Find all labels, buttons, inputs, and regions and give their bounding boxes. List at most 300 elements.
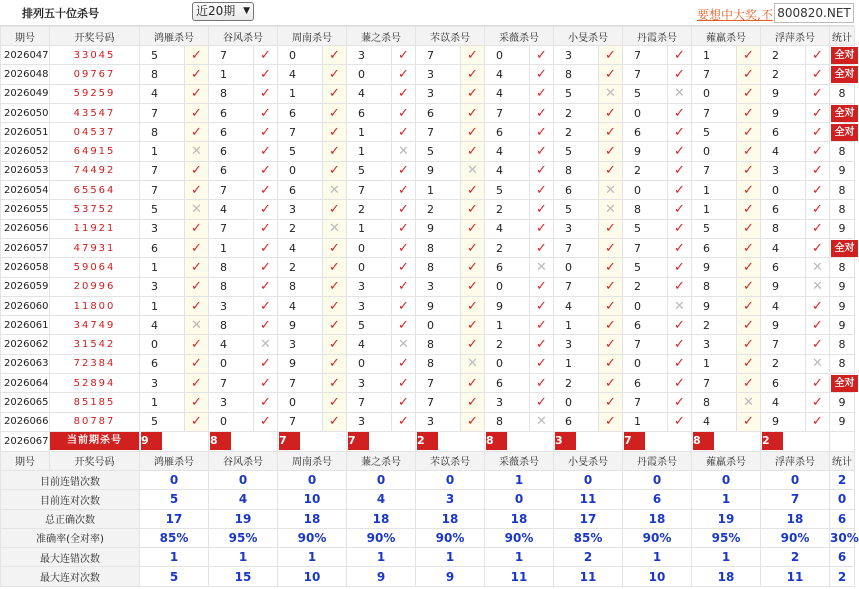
issue-number: 2026066 — [1, 412, 50, 431]
check-icon: ✓ — [599, 46, 623, 65]
kill-number: 3 — [554, 46, 599, 65]
check-icon: ✓ — [254, 123, 278, 142]
kill-number: 3 — [554, 335, 599, 354]
stats-value: 18 — [278, 509, 347, 528]
check-icon: ✓ — [599, 238, 623, 257]
check-icon: ✓ — [599, 393, 623, 412]
kill-number: 4 — [761, 238, 806, 257]
check-icon: ✓ — [323, 393, 347, 412]
check-icon: ✓ — [530, 123, 554, 142]
stats-value: 18 — [761, 509, 830, 528]
stats-value: 90% — [623, 528, 692, 547]
kill-number: 3 — [347, 412, 392, 431]
kill-number: 9 — [278, 354, 323, 373]
check-icon: ✓ — [806, 219, 830, 238]
all-correct-badge: 全对 — [831, 105, 858, 122]
current-kill-number: 7 — [279, 432, 300, 450]
kill-number: 2 — [761, 354, 806, 373]
kill-number: 8 — [761, 219, 806, 238]
issue-number: 2026050 — [1, 103, 50, 122]
stats-value: 90% — [485, 528, 554, 547]
draw-number: 43547 — [50, 103, 140, 122]
kill-number: 8 — [140, 65, 185, 84]
kill-number: 8 — [209, 277, 254, 296]
kill-number-table — [0, 26, 859, 587]
check-icon: ✓ — [323, 277, 347, 296]
stats-row — [1, 548, 855, 567]
kill-number: 5 — [554, 142, 599, 161]
check-icon: ✓ — [668, 374, 692, 393]
stats-value: 0 — [623, 470, 692, 489]
current-kill-cell — [416, 431, 485, 451]
check-icon: ✓ — [668, 103, 692, 122]
kill-number: 7 — [140, 103, 185, 122]
check-icon: ✓ — [254, 181, 278, 200]
check-icon: ✓ — [599, 219, 623, 238]
kill-number: 2 — [347, 200, 392, 219]
stats-value: 10 — [623, 567, 692, 586]
cross-icon: ✕ — [392, 142, 416, 161]
check-icon: ✓ — [461, 142, 485, 161]
check-icon: ✓ — [323, 123, 347, 142]
stats-value: 11 — [485, 567, 554, 586]
draw-number: 64915 — [50, 142, 140, 161]
check-icon: ✓ — [599, 258, 623, 277]
check-icon: ✓ — [392, 296, 416, 315]
kill-number: 9 — [416, 161, 461, 180]
kill-number: 6 — [485, 123, 530, 142]
kill-number: 1 — [692, 46, 737, 65]
kill-number: 7 — [209, 46, 254, 65]
kill-number: 9 — [278, 316, 323, 335]
check-icon: ✓ — [806, 65, 830, 84]
kill-number: 8 — [692, 277, 737, 296]
kill-number: 2 — [278, 219, 323, 238]
issue-number: 2026056 — [1, 219, 50, 238]
kill-number: 6 — [485, 258, 530, 277]
stats-value: 0 — [416, 470, 485, 489]
current-kill-number: 2 — [762, 432, 783, 450]
draw-number: 34749 — [50, 316, 140, 335]
promo-link[interactable]: 要想中大奖,不 — [697, 8, 773, 22]
check-icon: ✓ — [737, 46, 761, 65]
check-icon: ✓ — [185, 412, 209, 431]
check-icon: ✓ — [392, 316, 416, 335]
check-icon: ✓ — [323, 161, 347, 180]
check-icon: ✓ — [737, 277, 761, 296]
kill-number: 2 — [416, 200, 461, 219]
check-icon: ✓ — [323, 103, 347, 122]
check-icon: ✓ — [668, 277, 692, 296]
issue-number: 2026060 — [1, 296, 50, 315]
draw-number: 20996 — [50, 277, 140, 296]
current-kill-cell — [623, 431, 692, 451]
cross-icon: ✕ — [530, 412, 554, 431]
check-icon: ✓ — [323, 46, 347, 65]
stats-value: 90% — [761, 528, 830, 547]
current-kill-number: 3 — [555, 432, 576, 450]
check-icon: ✓ — [530, 142, 554, 161]
kill-number: 0 — [623, 181, 668, 200]
check-icon: ✓ — [461, 200, 485, 219]
table-row — [1, 200, 855, 219]
check-icon: ✓ — [806, 393, 830, 412]
check-icon: ✓ — [323, 374, 347, 393]
draw-number: 72384 — [50, 354, 140, 373]
kill-number: 4 — [209, 200, 254, 219]
current-kill-cell — [140, 431, 209, 451]
kill-number: 8 — [209, 316, 254, 335]
kill-number: 0 — [209, 412, 254, 431]
kill-number: 9 — [416, 296, 461, 315]
stats-value: 6 — [830, 509, 855, 528]
check-icon: ✓ — [806, 181, 830, 200]
check-icon: ✓ — [461, 296, 485, 315]
column-header: 谷风杀号 — [209, 451, 278, 470]
kill-number: 9 — [692, 258, 737, 277]
check-icon: ✓ — [254, 277, 278, 296]
stat-cell: 8 — [830, 335, 855, 354]
draw-number: 04537 — [50, 123, 140, 142]
column-header: 采薇杀号 — [485, 451, 554, 470]
check-icon: ✓ — [530, 46, 554, 65]
check-icon: ✓ — [668, 238, 692, 257]
stats-value: 7 — [761, 490, 830, 509]
current-kill-cell — [278, 431, 347, 451]
check-icon: ✓ — [668, 393, 692, 412]
current-kill-cell — [485, 431, 554, 451]
kill-number: 3 — [485, 393, 530, 412]
check-icon: ✓ — [806, 84, 830, 103]
kill-number: 0 — [692, 84, 737, 103]
kill-number: 3 — [209, 296, 254, 315]
table-row — [1, 296, 855, 315]
check-icon: ✓ — [392, 238, 416, 257]
check-icon: ✓ — [185, 296, 209, 315]
stat-cell: 8 — [830, 142, 855, 161]
kill-number: 0 — [554, 258, 599, 277]
stat-cell — [830, 65, 855, 84]
page-title: 排列五十位杀号 — [22, 7, 99, 20]
check-icon: ✓ — [392, 123, 416, 142]
check-icon: ✓ — [254, 46, 278, 65]
kill-number: 0 — [485, 354, 530, 373]
cross-icon: ✕ — [599, 181, 623, 200]
kill-number: 8 — [692, 393, 737, 412]
check-icon: ✓ — [461, 238, 485, 257]
stats-value: 0 — [209, 470, 278, 489]
table-row — [1, 84, 855, 103]
kill-number: 3 — [347, 296, 392, 315]
kill-number: 7 — [209, 181, 254, 200]
kill-number: 6 — [554, 412, 599, 431]
all-correct-badge: 全对 — [831, 124, 858, 141]
check-icon: ✓ — [806, 374, 830, 393]
issue-number: 2026049 — [1, 84, 50, 103]
stats-value: 1 — [692, 490, 761, 509]
kill-number: 1 — [416, 181, 461, 200]
table-row — [1, 316, 855, 335]
check-icon: ✓ — [599, 277, 623, 296]
kill-number: 5 — [554, 84, 599, 103]
stats-value: 1 — [623, 548, 692, 567]
stats-value: 18 — [485, 509, 554, 528]
kill-number: 9 — [761, 84, 806, 103]
check-icon: ✓ — [668, 412, 692, 431]
check-icon: ✓ — [599, 316, 623, 335]
table-row — [1, 354, 855, 373]
stats-value: 90% — [416, 528, 485, 547]
check-icon: ✓ — [392, 181, 416, 200]
check-icon: ✓ — [737, 335, 761, 354]
check-icon: ✓ — [392, 354, 416, 373]
kill-number: 7 — [278, 412, 323, 431]
cross-icon: ✕ — [599, 84, 623, 103]
kill-number: 7 — [692, 103, 737, 122]
kill-number: 3 — [140, 219, 185, 238]
kill-number: 6 — [623, 123, 668, 142]
stats-row — [1, 567, 855, 586]
all-correct-badge: 全对 — [831, 240, 858, 257]
column-header: 周南杀号 — [278, 451, 347, 470]
check-icon: ✓ — [254, 161, 278, 180]
stats-value: 4 — [209, 490, 278, 509]
kill-number: 9 — [485, 296, 530, 315]
check-icon: ✓ — [599, 123, 623, 142]
kill-number: 3 — [140, 277, 185, 296]
check-icon: ✓ — [737, 258, 761, 277]
kill-number: 4 — [278, 65, 323, 84]
check-icon: ✓ — [737, 200, 761, 219]
check-icon: ✓ — [599, 65, 623, 84]
kill-number: 3 — [347, 277, 392, 296]
kill-number: 0 — [347, 238, 392, 257]
kill-number: 1 — [692, 200, 737, 219]
table-row — [1, 123, 855, 142]
kill-number: 5 — [692, 219, 737, 238]
current-kill-number: 8 — [693, 432, 714, 450]
check-icon: ✓ — [254, 84, 278, 103]
check-icon: ✓ — [668, 316, 692, 335]
kill-number: 6 — [761, 200, 806, 219]
kill-number: 1 — [485, 316, 530, 335]
kill-number: 3 — [692, 335, 737, 354]
check-icon: ✓ — [530, 316, 554, 335]
kill-number: 2 — [278, 258, 323, 277]
current-period-label: 当前期杀号 — [50, 432, 139, 450]
check-icon: ✓ — [392, 277, 416, 296]
kill-number: 3 — [761, 161, 806, 180]
kill-number: 6 — [209, 103, 254, 122]
check-icon: ✓ — [668, 123, 692, 142]
stats-value: 2 — [554, 548, 623, 567]
kill-number: 5 — [623, 84, 668, 103]
check-icon: ✓ — [737, 161, 761, 180]
check-icon: ✓ — [185, 161, 209, 180]
stats-label: 最大连错次数 — [1, 548, 140, 567]
kill-number: 6 — [140, 238, 185, 257]
all-correct-badge: 全对 — [831, 375, 858, 392]
stat-cell: 9 — [830, 316, 855, 335]
kill-number: 7 — [347, 181, 392, 200]
check-icon: ✓ — [737, 123, 761, 142]
stat-cell — [830, 431, 855, 451]
kill-number: 0 — [347, 258, 392, 277]
stats-label: 准确率(全对率) — [1, 528, 140, 547]
check-icon: ✓ — [530, 374, 554, 393]
cross-icon: ✕ — [392, 335, 416, 354]
kill-number: 7 — [278, 123, 323, 142]
cross-icon: ✕ — [185, 142, 209, 161]
stats-value: 2 — [830, 470, 855, 489]
kill-number: 0 — [209, 354, 254, 373]
stat-cell: 8 — [830, 84, 855, 103]
kill-number: 8 — [209, 258, 254, 277]
kill-number: 1 — [140, 258, 185, 277]
kill-number: 0 — [416, 316, 461, 335]
current-period-row — [1, 431, 855, 451]
stats-value: 17 — [140, 509, 209, 528]
stats-value: 95% — [692, 528, 761, 547]
stats-header — [1, 451, 855, 470]
check-icon: ✓ — [461, 103, 485, 122]
kill-number: 9 — [692, 296, 737, 315]
kill-number: 4 — [140, 316, 185, 335]
check-icon: ✓ — [323, 142, 347, 161]
issue-number: 2026062 — [1, 335, 50, 354]
kill-number: 2 — [692, 316, 737, 335]
kill-number: 1 — [140, 142, 185, 161]
check-icon: ✓ — [806, 200, 830, 219]
check-icon: ✓ — [254, 296, 278, 315]
check-icon: ✓ — [530, 335, 554, 354]
kill-number: 6 — [416, 103, 461, 122]
kill-number: 2 — [554, 103, 599, 122]
stats-value: 85% — [554, 528, 623, 547]
stats-value: 2 — [830, 567, 855, 586]
draw-number: 31542 — [50, 335, 140, 354]
stats-value: 0 — [554, 470, 623, 489]
chevron-down-icon: ▼ — [243, 6, 250, 16]
check-icon: ✓ — [668, 200, 692, 219]
column-header: 浮萍杀号 — [761, 27, 830, 46]
column-header: 丹霞杀号 — [623, 451, 692, 470]
draw-number: 52894 — [50, 374, 140, 393]
kill-number: 2 — [623, 161, 668, 180]
issue-number: 2026048 — [1, 65, 50, 84]
check-icon: ✓ — [737, 65, 761, 84]
period-select[interactable] — [192, 2, 254, 21]
stats-value: 0 — [278, 470, 347, 489]
kill-number: 4 — [761, 296, 806, 315]
check-icon: ✓ — [323, 354, 347, 373]
stat-cell: 8 — [830, 200, 855, 219]
stat-cell: 9 — [830, 393, 855, 412]
kill-number: 4 — [485, 142, 530, 161]
issue-number: 2026051 — [1, 123, 50, 142]
table-row — [1, 258, 855, 277]
cross-icon: ✕ — [323, 219, 347, 238]
stats-value: 11 — [761, 567, 830, 586]
check-icon: ✓ — [737, 354, 761, 373]
check-icon: ✓ — [185, 393, 209, 412]
kill-number: 6 — [623, 374, 668, 393]
kill-number: 4 — [347, 84, 392, 103]
check-icon: ✓ — [185, 219, 209, 238]
stats-value: 9 — [347, 567, 416, 586]
site-brand: 800820.NET — [774, 3, 854, 23]
check-icon: ✓ — [323, 200, 347, 219]
check-icon: ✓ — [392, 200, 416, 219]
check-icon: ✓ — [737, 84, 761, 103]
column-header: 浮萍杀号 — [761, 451, 830, 470]
check-icon: ✓ — [530, 181, 554, 200]
stats-row — [1, 528, 855, 547]
cross-icon: ✕ — [806, 277, 830, 296]
stats-value: 1 — [485, 470, 554, 489]
kill-number: 5 — [347, 161, 392, 180]
kill-number: 7 — [140, 161, 185, 180]
check-icon: ✓ — [392, 161, 416, 180]
kill-number: 2 — [485, 238, 530, 257]
table-row — [1, 374, 855, 393]
cross-icon: ✕ — [530, 258, 554, 277]
column-header: 蒹之杀号 — [347, 451, 416, 470]
check-icon: ✓ — [461, 258, 485, 277]
issue-number: 2026047 — [1, 46, 50, 65]
stats-value: 11 — [554, 567, 623, 586]
issue-number: 2026052 — [1, 142, 50, 161]
all-correct-badge: 全对 — [831, 66, 858, 83]
stats-value: 19 — [209, 509, 278, 528]
column-header: 蒹之杀号 — [347, 27, 416, 46]
current-kill-number: 8 — [210, 432, 231, 450]
draw-number: 11800 — [50, 296, 140, 315]
check-icon: ✓ — [599, 335, 623, 354]
cross-icon: ✕ — [185, 316, 209, 335]
table-row — [1, 393, 855, 412]
cross-icon: ✕ — [185, 200, 209, 219]
stats-value: 5 — [140, 567, 209, 586]
column-header: 小旻杀号 — [554, 451, 623, 470]
check-icon: ✓ — [185, 354, 209, 373]
check-icon: ✓ — [254, 393, 278, 412]
kill-number: 7 — [623, 393, 668, 412]
kill-number: 3 — [416, 84, 461, 103]
kill-number: 7 — [209, 374, 254, 393]
table-row — [1, 181, 855, 200]
period-select-value: 近20期 — [196, 4, 236, 18]
stats-value: 1 — [692, 548, 761, 567]
stats-value: 9 — [416, 567, 485, 586]
check-icon: ✓ — [530, 277, 554, 296]
column-header: 周南杀号 — [278, 27, 347, 46]
cross-icon: ✕ — [806, 354, 830, 373]
check-icon: ✓ — [461, 374, 485, 393]
table-row — [1, 103, 855, 122]
kill-number: 8 — [416, 238, 461, 257]
kill-number: 0 — [692, 142, 737, 161]
kill-number: 3 — [416, 412, 461, 431]
cross-icon: ✕ — [461, 354, 485, 373]
stats-value: 1 — [140, 548, 209, 567]
kill-number: 6 — [623, 316, 668, 335]
column-header: 期号 — [1, 451, 50, 470]
kill-number: 5 — [623, 219, 668, 238]
kill-number: 7 — [485, 103, 530, 122]
kill-number: 1 — [347, 123, 392, 142]
check-icon: ✓ — [737, 181, 761, 200]
